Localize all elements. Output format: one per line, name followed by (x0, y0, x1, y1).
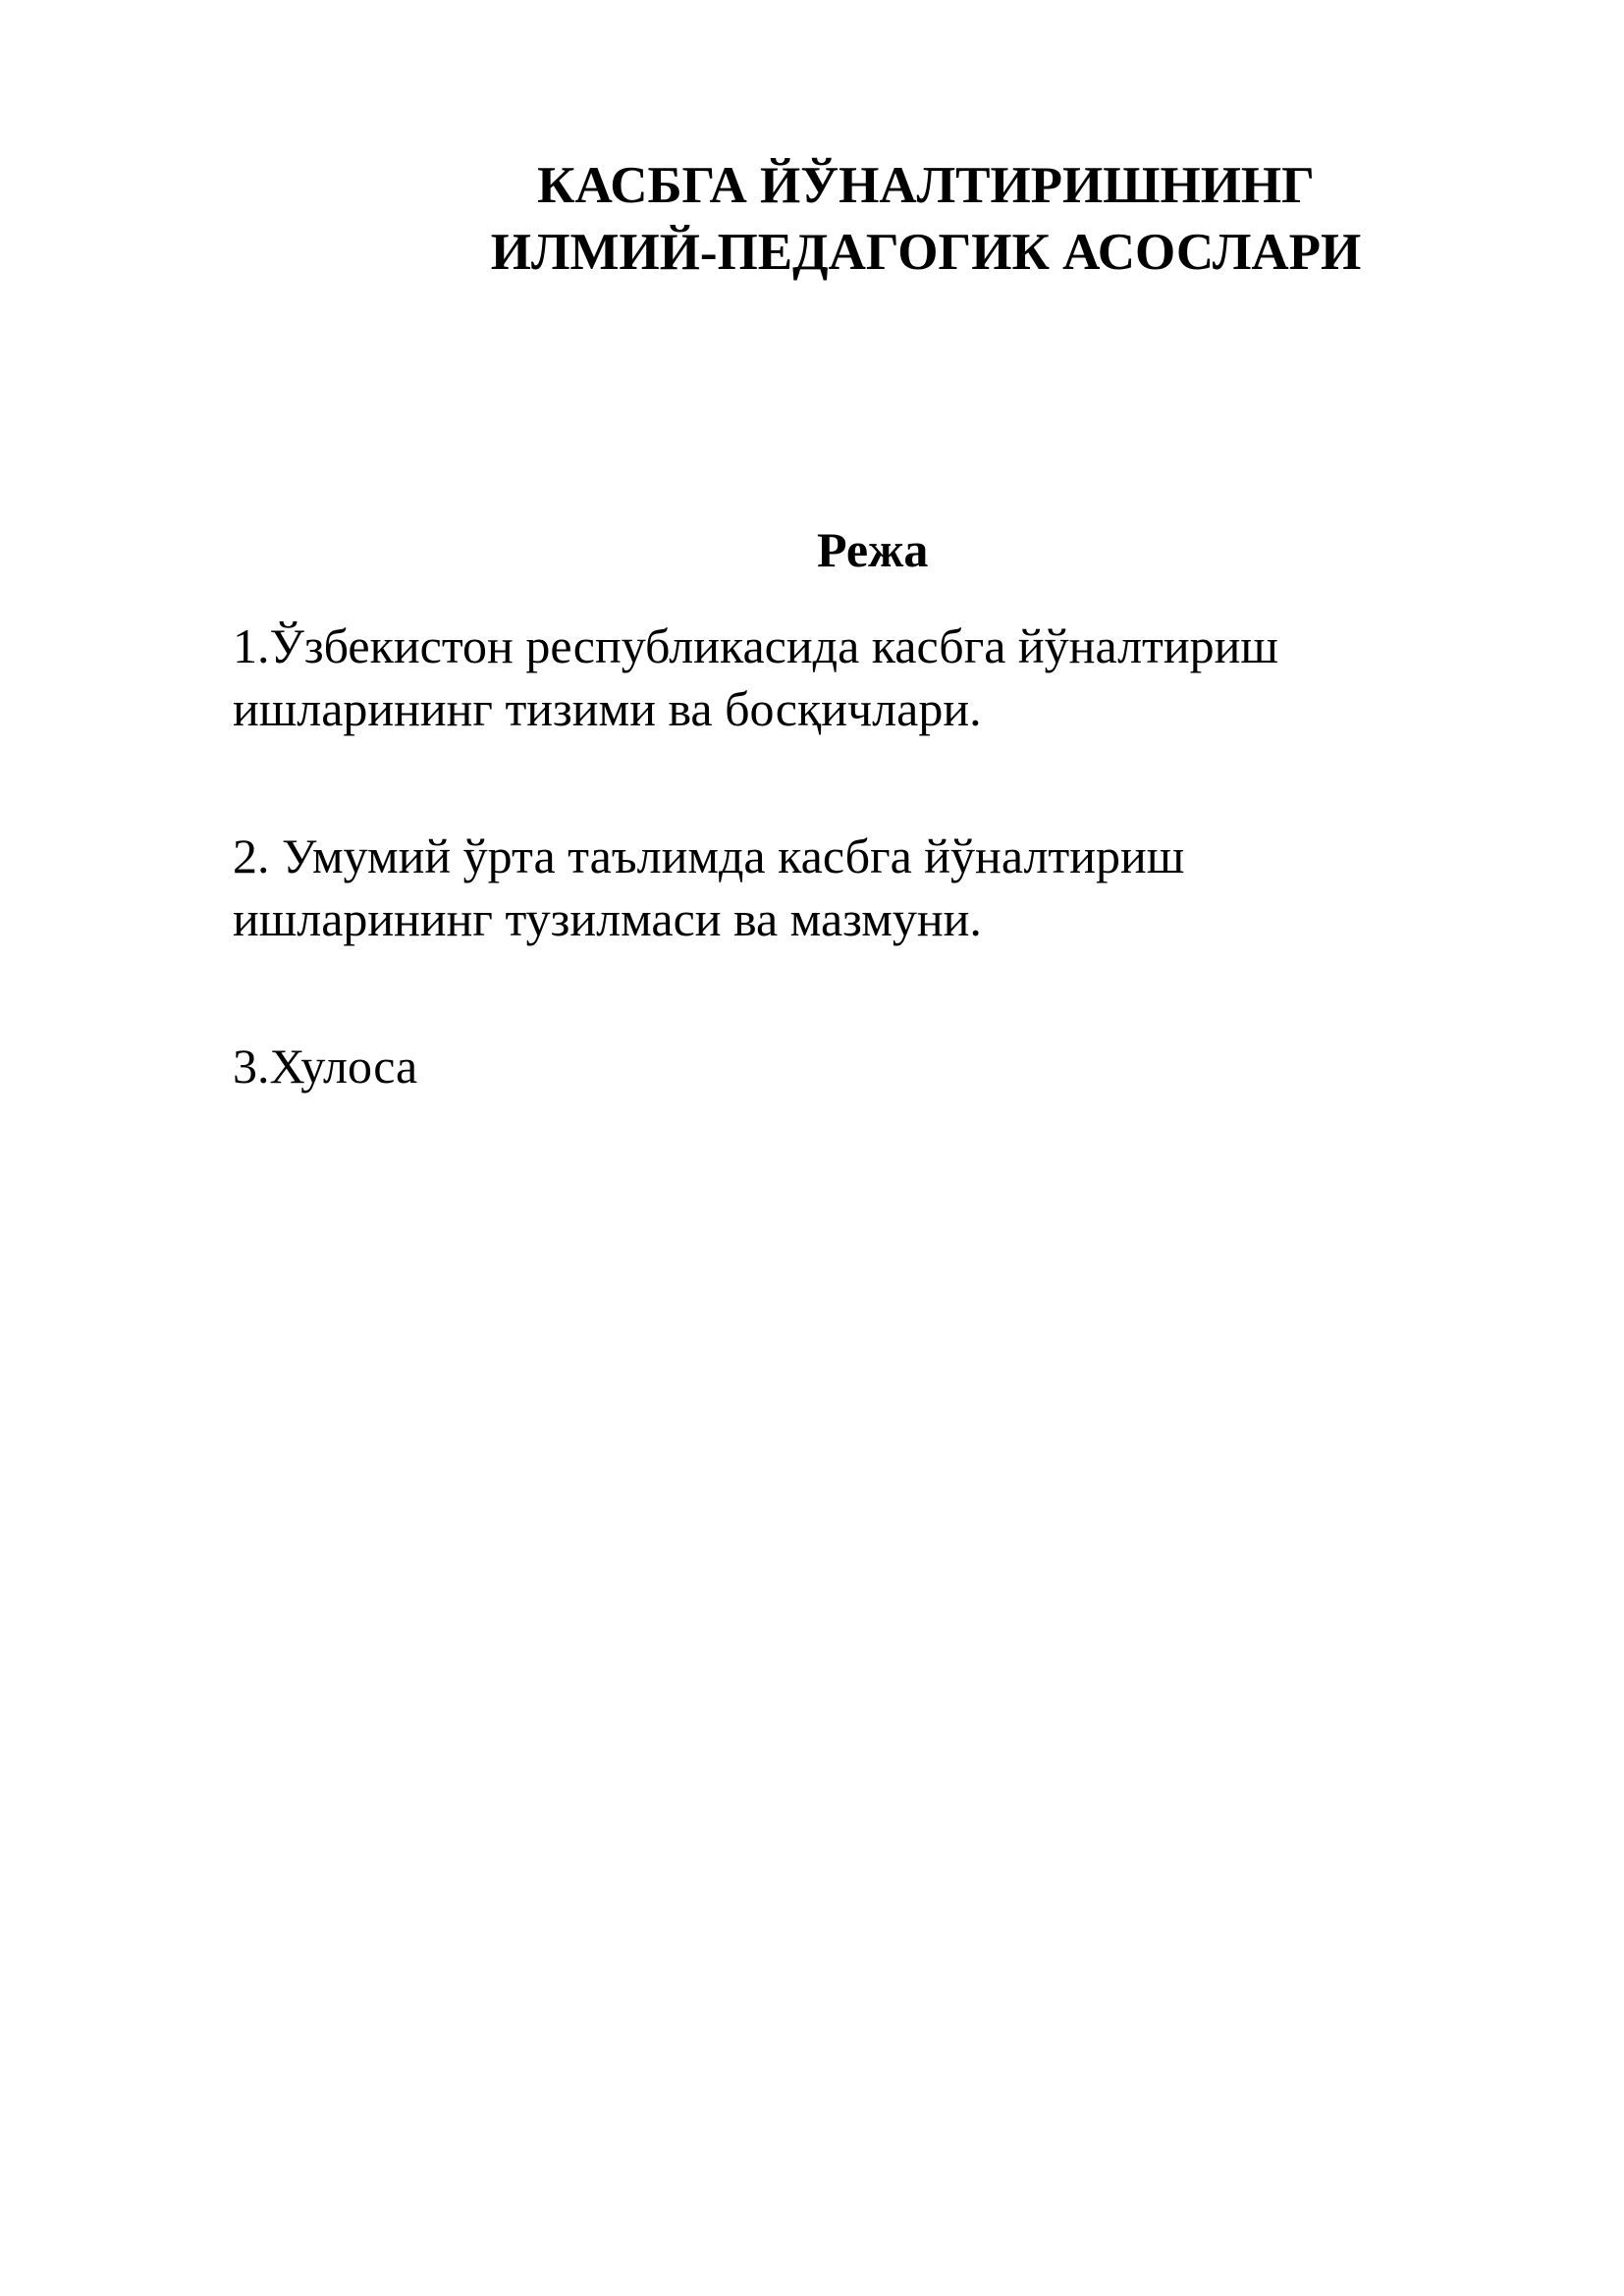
plan-item-2 (233, 825, 1450, 950)
document-title-line-1: КАСБГА ЙЎНАЛТИРИШНИНГ (537, 157, 1315, 214)
plan-item-2-line-2: ишларининг тузилмаси ва мазмуни. (233, 891, 982, 946)
document-title (0, 152, 1624, 286)
plan-heading: Режа (817, 522, 929, 577)
plan-item-3 (233, 1035, 1450, 1097)
plan-list (233, 614, 1450, 1097)
plan-item-1-line-1: 1.Ўзбекистон республикасида касбга йўналтириш (233, 618, 1278, 673)
plan-item-2-line-1: 2. Умумий ўрта таълимда касбга йўналтириш (233, 828, 1185, 883)
plan-item-3-line-1: 3.Хулоса (233, 1039, 418, 1094)
document-title-line-2: ИЛМИЙ-ПЕДАГОГИК АСОСЛАРИ (490, 224, 1362, 281)
plan-item-1 (233, 614, 1450, 740)
plan-item-1-line-2: ишларининг тизими ва босқичлари. (233, 681, 982, 736)
